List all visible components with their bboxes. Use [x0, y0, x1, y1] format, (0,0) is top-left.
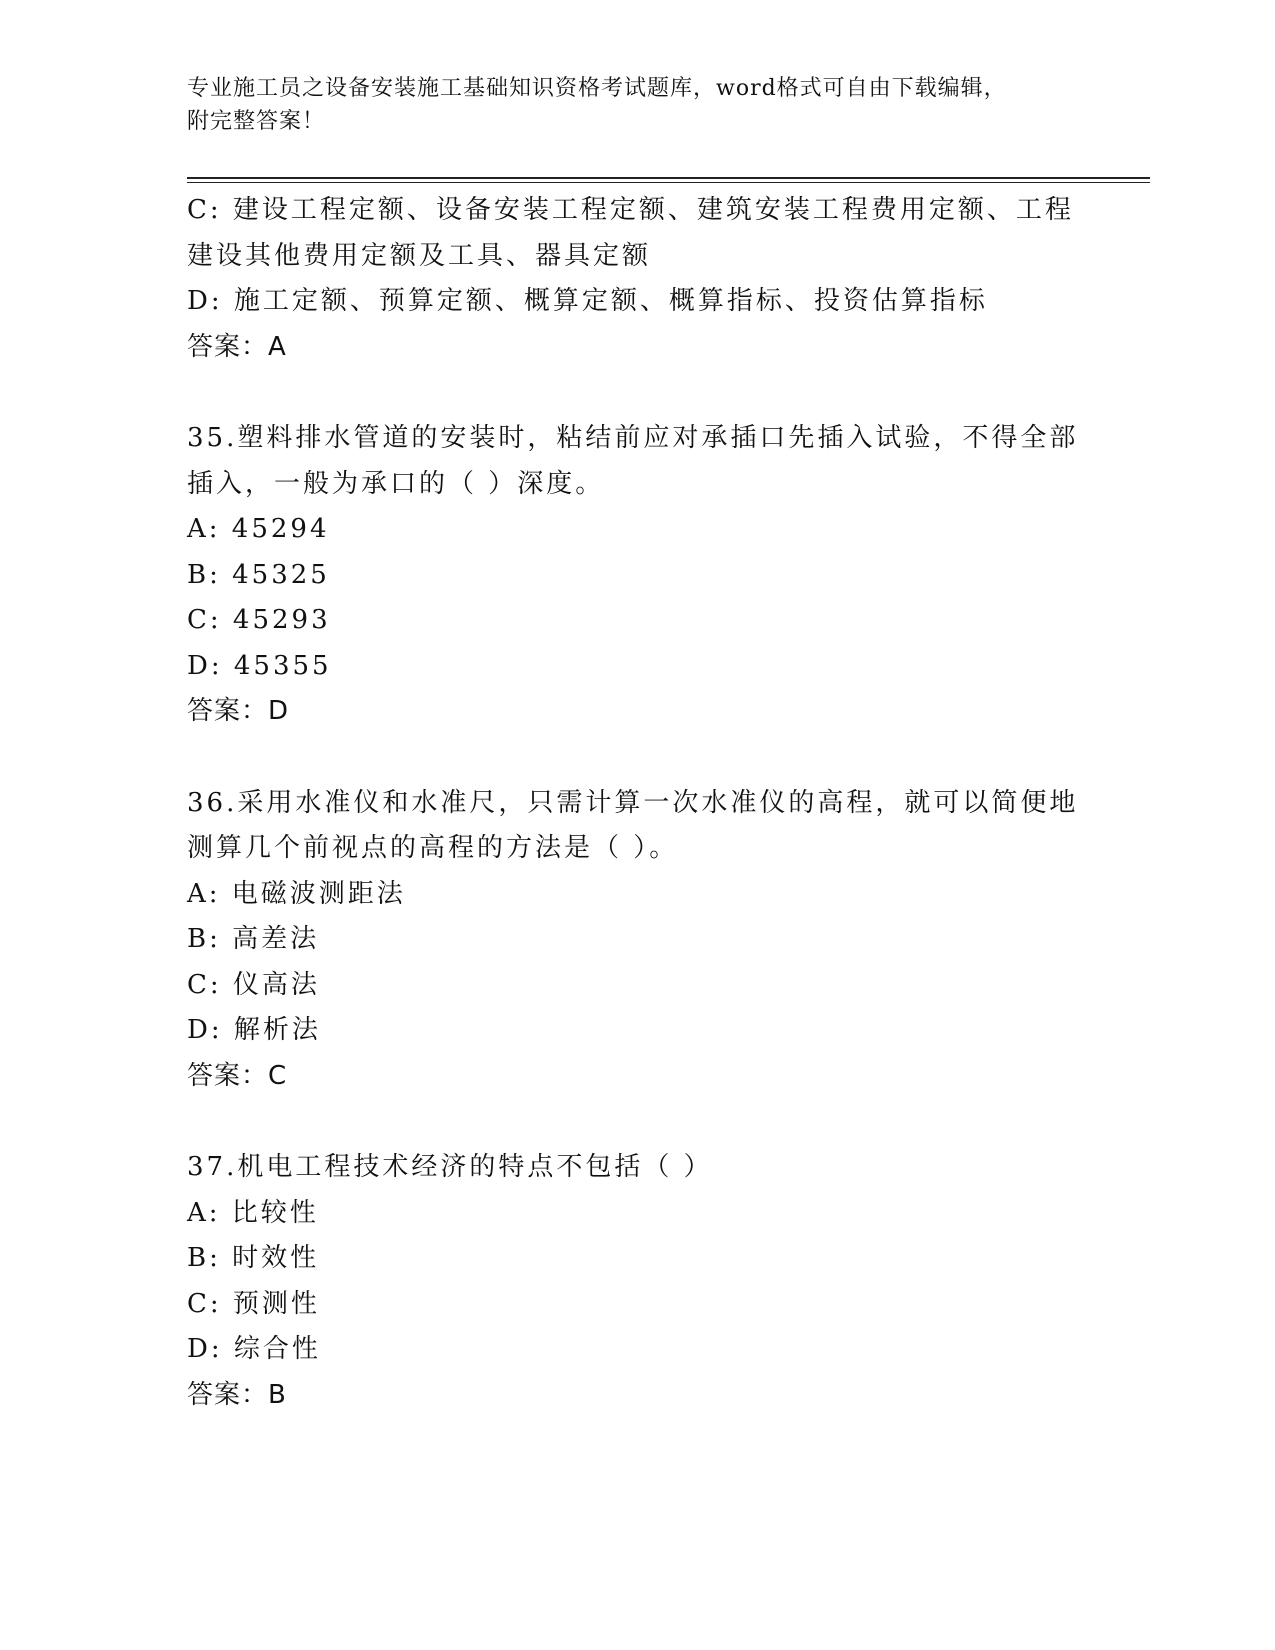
option-a: A: 电磁波测距法 — [187, 878, 406, 909]
option-c: C: 预测性 — [187, 1288, 320, 1319]
answer: 答案：B — [187, 1379, 287, 1410]
document-header — [187, 72, 1067, 138]
option-b: B: 高差法 — [187, 924, 320, 954]
answer: 答案：A — [187, 331, 287, 362]
question-37 — [187, 1145, 1087, 1418]
option-b: B: 时效性 — [187, 1243, 320, 1273]
header-line-1: 专业施工员之设备安装施工基础知识资格考试题库，word格式可自由下载编辑， — [187, 76, 1007, 101]
option-c: C: 建设工程定额、设备安装工程定额、建筑安装工程费用定额、工程 — [187, 195, 1074, 225]
question-stem-continued: 测算几个前视点的高程的方法是（ ）。 — [187, 833, 679, 863]
question-list — [187, 188, 1087, 1418]
question-stem: 35.塑料排水管道的安装时，粘结前应对承插口先插入试验，不得全部 — [187, 423, 1079, 453]
option-b: B: 45325 — [187, 559, 330, 590]
question-36 — [187, 781, 1087, 1100]
question-stem-continued: 插入，一般为承口的（ ）深度。 — [187, 468, 605, 499]
header-divider-thin — [187, 182, 1150, 183]
option-d: D: 45355 — [187, 650, 332, 681]
question-35 — [187, 416, 1087, 735]
header-line-2: 附完整答案！ — [187, 109, 326, 134]
question-stem: 37.机电工程技术经济的特点不包括（ ） — [187, 1152, 713, 1182]
answer: 答案：D — [187, 696, 290, 726]
option-c: C: 45293 — [187, 605, 331, 635]
question-34-continued — [187, 188, 1087, 370]
answer: 答案：C — [187, 1060, 288, 1091]
header-divider-thick — [187, 177, 1150, 179]
option-a: A: 45294 — [187, 514, 330, 544]
option-d: D: 施工定额、预算定额、概算定额、概算指标、投资估算指标 — [187, 286, 988, 316]
option-a: A: 比较性 — [187, 1197, 319, 1228]
option-d: D: 综合性 — [187, 1334, 321, 1364]
option-c: C: 仪高法 — [187, 969, 320, 1000]
question-stem: 36.采用水准仪和水准尺，只需计算一次水准仪的高程，就可以简便地 — [187, 787, 1079, 818]
option-c-continued: 建设其他费用定额及工具、器具定额 — [187, 240, 652, 271]
option-d: D: 解析法 — [187, 1015, 321, 1045]
